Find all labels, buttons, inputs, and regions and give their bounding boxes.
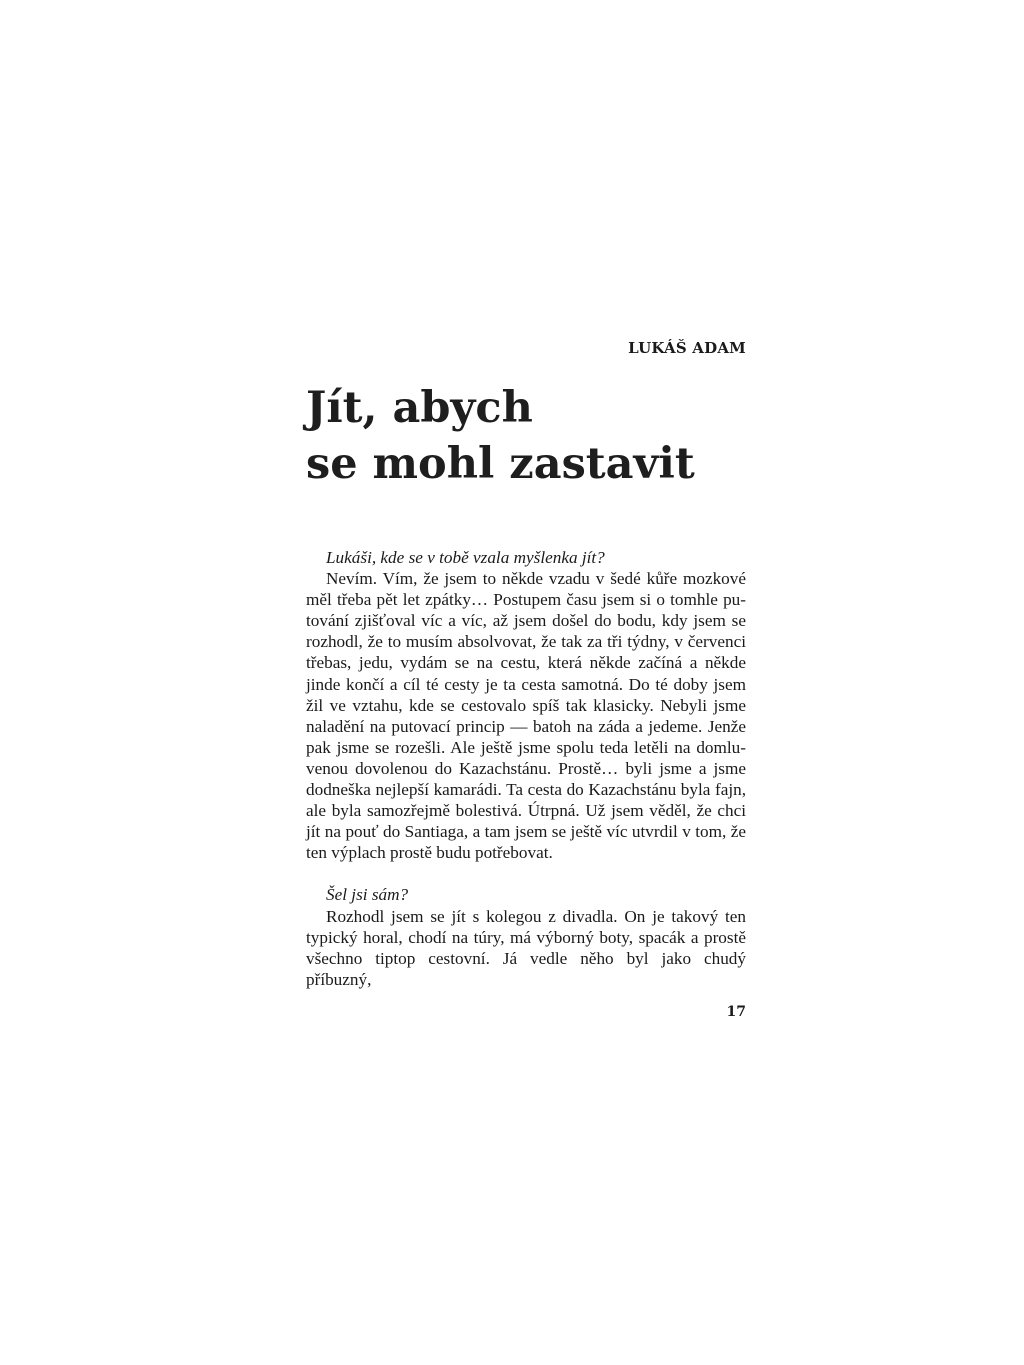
- page-number: 17: [726, 1004, 746, 1020]
- chapter-title-line-1: Jít, abych: [306, 383, 533, 433]
- interview-question: Šel jsi sám?: [326, 885, 409, 905]
- chapter-title-line-2: se mohl zastavit: [306, 439, 695, 489]
- interview-answer: Rozhodl jsem se jít s kolegou z divadla. On je takový ten typický horal, chodí na túry, má výborný boty, spacák a prostě všechno tiptop cestovní. Já vedle něho byl jako chudý příbuzný,: [306, 906, 746, 989]
- chapter-title: [306, 380, 766, 492]
- interview-answer: Nevím. Vím, že jsem to někde vzadu v šedé kůře mozkové měl třeba pět let zpátky… Postupem času jsem si o tomhle pu-tování zjišťoval víc a víc, až jsem došel do bodu, kdy jsem se rozhodl, že to musím absolvovat, že tak za tři týdny, v červenci třebas, jedu, vydám se na cestu, která někde začíná a někde jinde končí a cíl té cesty je ta cesta samotná. Do té doby jsem žil ve vztahu, kde se cestovalo spíš tak klasicky. Nebyli jsme naladění na putovací princip — batoh na záda a jedeme. Jenže pak jsme se rozešli. Ale ještě jsme spolu teda letěli na domlu-venou dovolenou do Kazachstánu. Prostě… byli jsme a jsme dodneška nejlepší kamarádi. Ta cesta do Kazachstánu byla fajn, ale byla samozřejmě bolestivá. Útrpná. Už jsem věděl, že chci jít na pouť do Santiaga, a tam jsem se ještě víc utvrdil v tom, že ten výplach prostě budu potřebovat.: [306, 569, 746, 863]
- interview-question: Lukáši, kde se v tobě vzala myšlenka jít?: [326, 548, 605, 567]
- paragraph-gap: [306, 863, 746, 884]
- interview-text: [306, 547, 746, 990]
- author-name: LUKÁŠ ADAM: [628, 339, 746, 357]
